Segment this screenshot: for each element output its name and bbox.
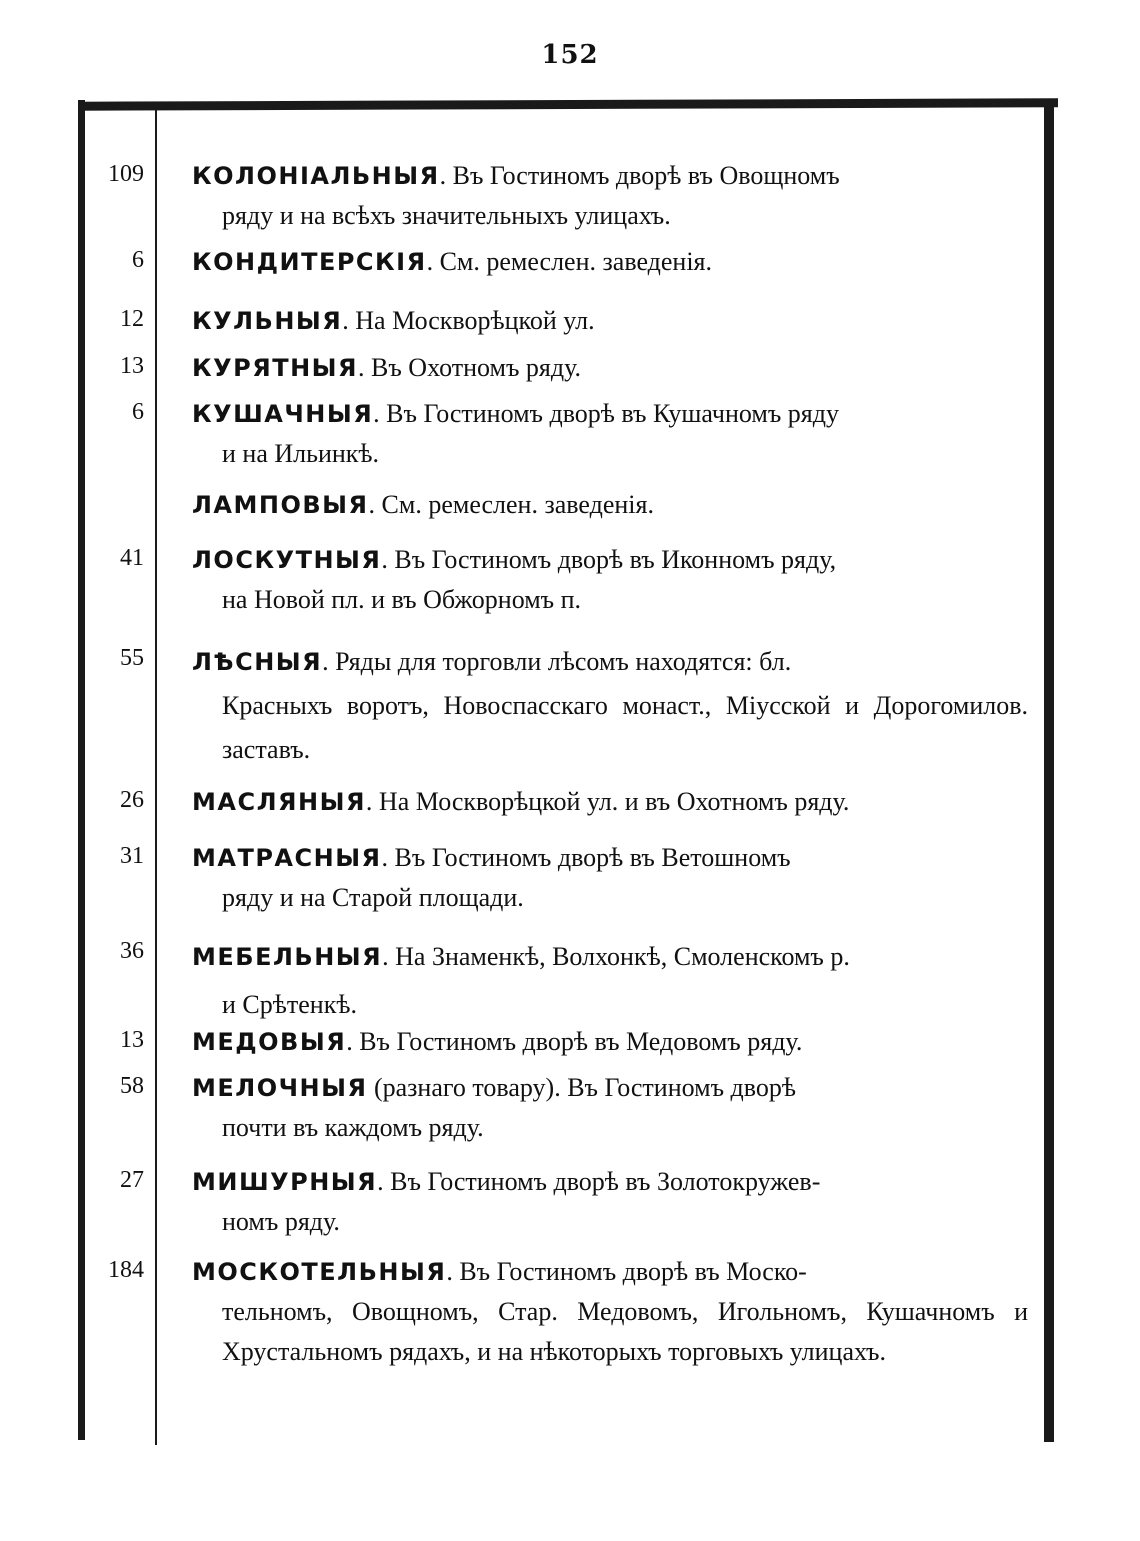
entry-body: . Въ Гостиномъ дворѣ въ Золотокружев- (377, 1167, 821, 1196)
entry-continuation: и на Ильинкѣ. (222, 439, 380, 468)
entry-continuation: номъ ряду. (222, 1207, 340, 1236)
entry-heading: ЛѢСНЫЯ (192, 648, 323, 676)
entry-body: . См. ремеслен. заведенія. (368, 490, 654, 519)
entry-body: . На Москворѣцкой ул. (342, 306, 595, 335)
entry-body: . Въ Гостиномъ дворѣ въ Моско- (446, 1257, 807, 1286)
entry-continuation: на Новой пл. и въ Обжорномъ п. (222, 585, 582, 614)
entry-text (192, 1068, 1028, 1148)
entry-list (78, 100, 1058, 1445)
entry-body: . На Москворѣцкой ул. и въ Охотномъ ряду. (365, 787, 850, 816)
shop-count: 26 (120, 787, 144, 813)
shop-count: 36 (120, 938, 144, 964)
entry-heading: КУРЯТНЫЯ (192, 354, 358, 382)
entry-text (192, 640, 1028, 772)
entry-text (192, 485, 1028, 525)
entry-heading: МЕБЕЛЬНЫЯ (192, 943, 383, 971)
entry-heading: МАТРАСНЫЯ (192, 844, 382, 872)
shop-count: 184 (108, 1257, 144, 1283)
entry-heading: КУШАЧНЫЯ (192, 400, 374, 428)
shop-count: 6 (132, 399, 144, 425)
entry-continuation: и Срѣтенкѣ. (222, 990, 357, 1019)
entry-continuation: почти въ каждомъ ряду. (222, 1113, 484, 1142)
entry-text (192, 540, 1028, 620)
entry-continuation: тельномъ, Овощномъ, Стар. Медовомъ, Игольномъ, Кушачномъ и Хрустальномъ рядахъ, и на нѣкоторыхъ торговыхъ улицахъ. (222, 1297, 1028, 1366)
shop-count: 13 (120, 353, 144, 379)
shop-count: 58 (120, 1073, 144, 1099)
shop-count: 31 (120, 843, 144, 869)
entry-text (192, 156, 1028, 236)
shop-count: 109 (108, 161, 144, 187)
entry-continuation: ряду и на Старой площади. (222, 883, 524, 912)
entry-heading: МАСЛЯНЫЯ (192, 788, 366, 816)
entry-body: . Въ Гостиномъ дворѣ въ Медовомъ ряду. (346, 1027, 803, 1056)
shop-count: 12 (120, 306, 144, 332)
entry-body: (разнаго товару). Въ Гостиномъ дворѣ (367, 1073, 796, 1102)
shop-count: 6 (132, 247, 144, 273)
entry-body: . Въ Гостиномъ дворѣ въ Овощномъ (439, 161, 840, 190)
entry-heading: МОСКОТЕЛЬНЫЯ (192, 1258, 447, 1286)
shop-count: 27 (120, 1167, 144, 1193)
shop-count: 55 (120, 645, 144, 671)
entry-text (192, 242, 1028, 282)
entry-continuation: Красныхъ воротъ, Новоспасскаго монаст., Міусской и Дорогомилов. заставъ. (222, 691, 1028, 764)
entry-text (192, 782, 1028, 822)
entry-heading: КОНДИТЕРСКІЯ (192, 248, 427, 276)
entry-body: . На Знаменкѣ, Волхонкѣ, Смоленскомъ р. (382, 942, 850, 971)
entry-body: . Ряды для торговли лѣсомъ находятся: бл. (322, 647, 792, 676)
entry-heading: КОЛОНІАЛЬНЫЯ (192, 162, 440, 190)
entry-body: . Въ Гостиномъ дворѣ въ Иконномъ ряду, (381, 545, 837, 574)
entry-heading: МЕДОВЫЯ (192, 1028, 347, 1056)
entry-heading: КУЛЬНЫЯ (192, 307, 343, 335)
table-frame (78, 100, 1058, 1445)
entry-body: . Въ Гостиномъ дворѣ въ Ветошномъ (381, 843, 791, 872)
entry-text (192, 301, 1028, 341)
entry-text (192, 1162, 1028, 1242)
entry-text (192, 1252, 1028, 1372)
entry-text (192, 394, 1028, 474)
page-number: 152 (541, 40, 599, 70)
entry-heading: МЕЛОЧНЫЯ (192, 1074, 368, 1102)
shop-count: 41 (120, 545, 144, 571)
entry-body: . Въ Охотномъ ряду. (358, 353, 581, 382)
entry-heading: МИШУРНЫЯ (192, 1168, 378, 1196)
entry-text (192, 1022, 1028, 1062)
entry-heading: ЛАМПОВЫЯ (192, 491, 369, 519)
entry-body: . См. ремеслен. заведенія. (426, 247, 713, 276)
entry-text (192, 348, 1028, 388)
entry-heading: ЛОСКУТНЫЯ (192, 546, 382, 574)
entry-text (192, 838, 1028, 918)
entry-text (192, 933, 1028, 1029)
shop-count: 13 (120, 1027, 144, 1053)
entry-body: . Въ Гостиномъ дворѣ въ Кушачномъ ряду (373, 399, 839, 428)
entry-continuation: ряду и на всѣхъ значительныхъ улицахъ. (222, 201, 671, 230)
